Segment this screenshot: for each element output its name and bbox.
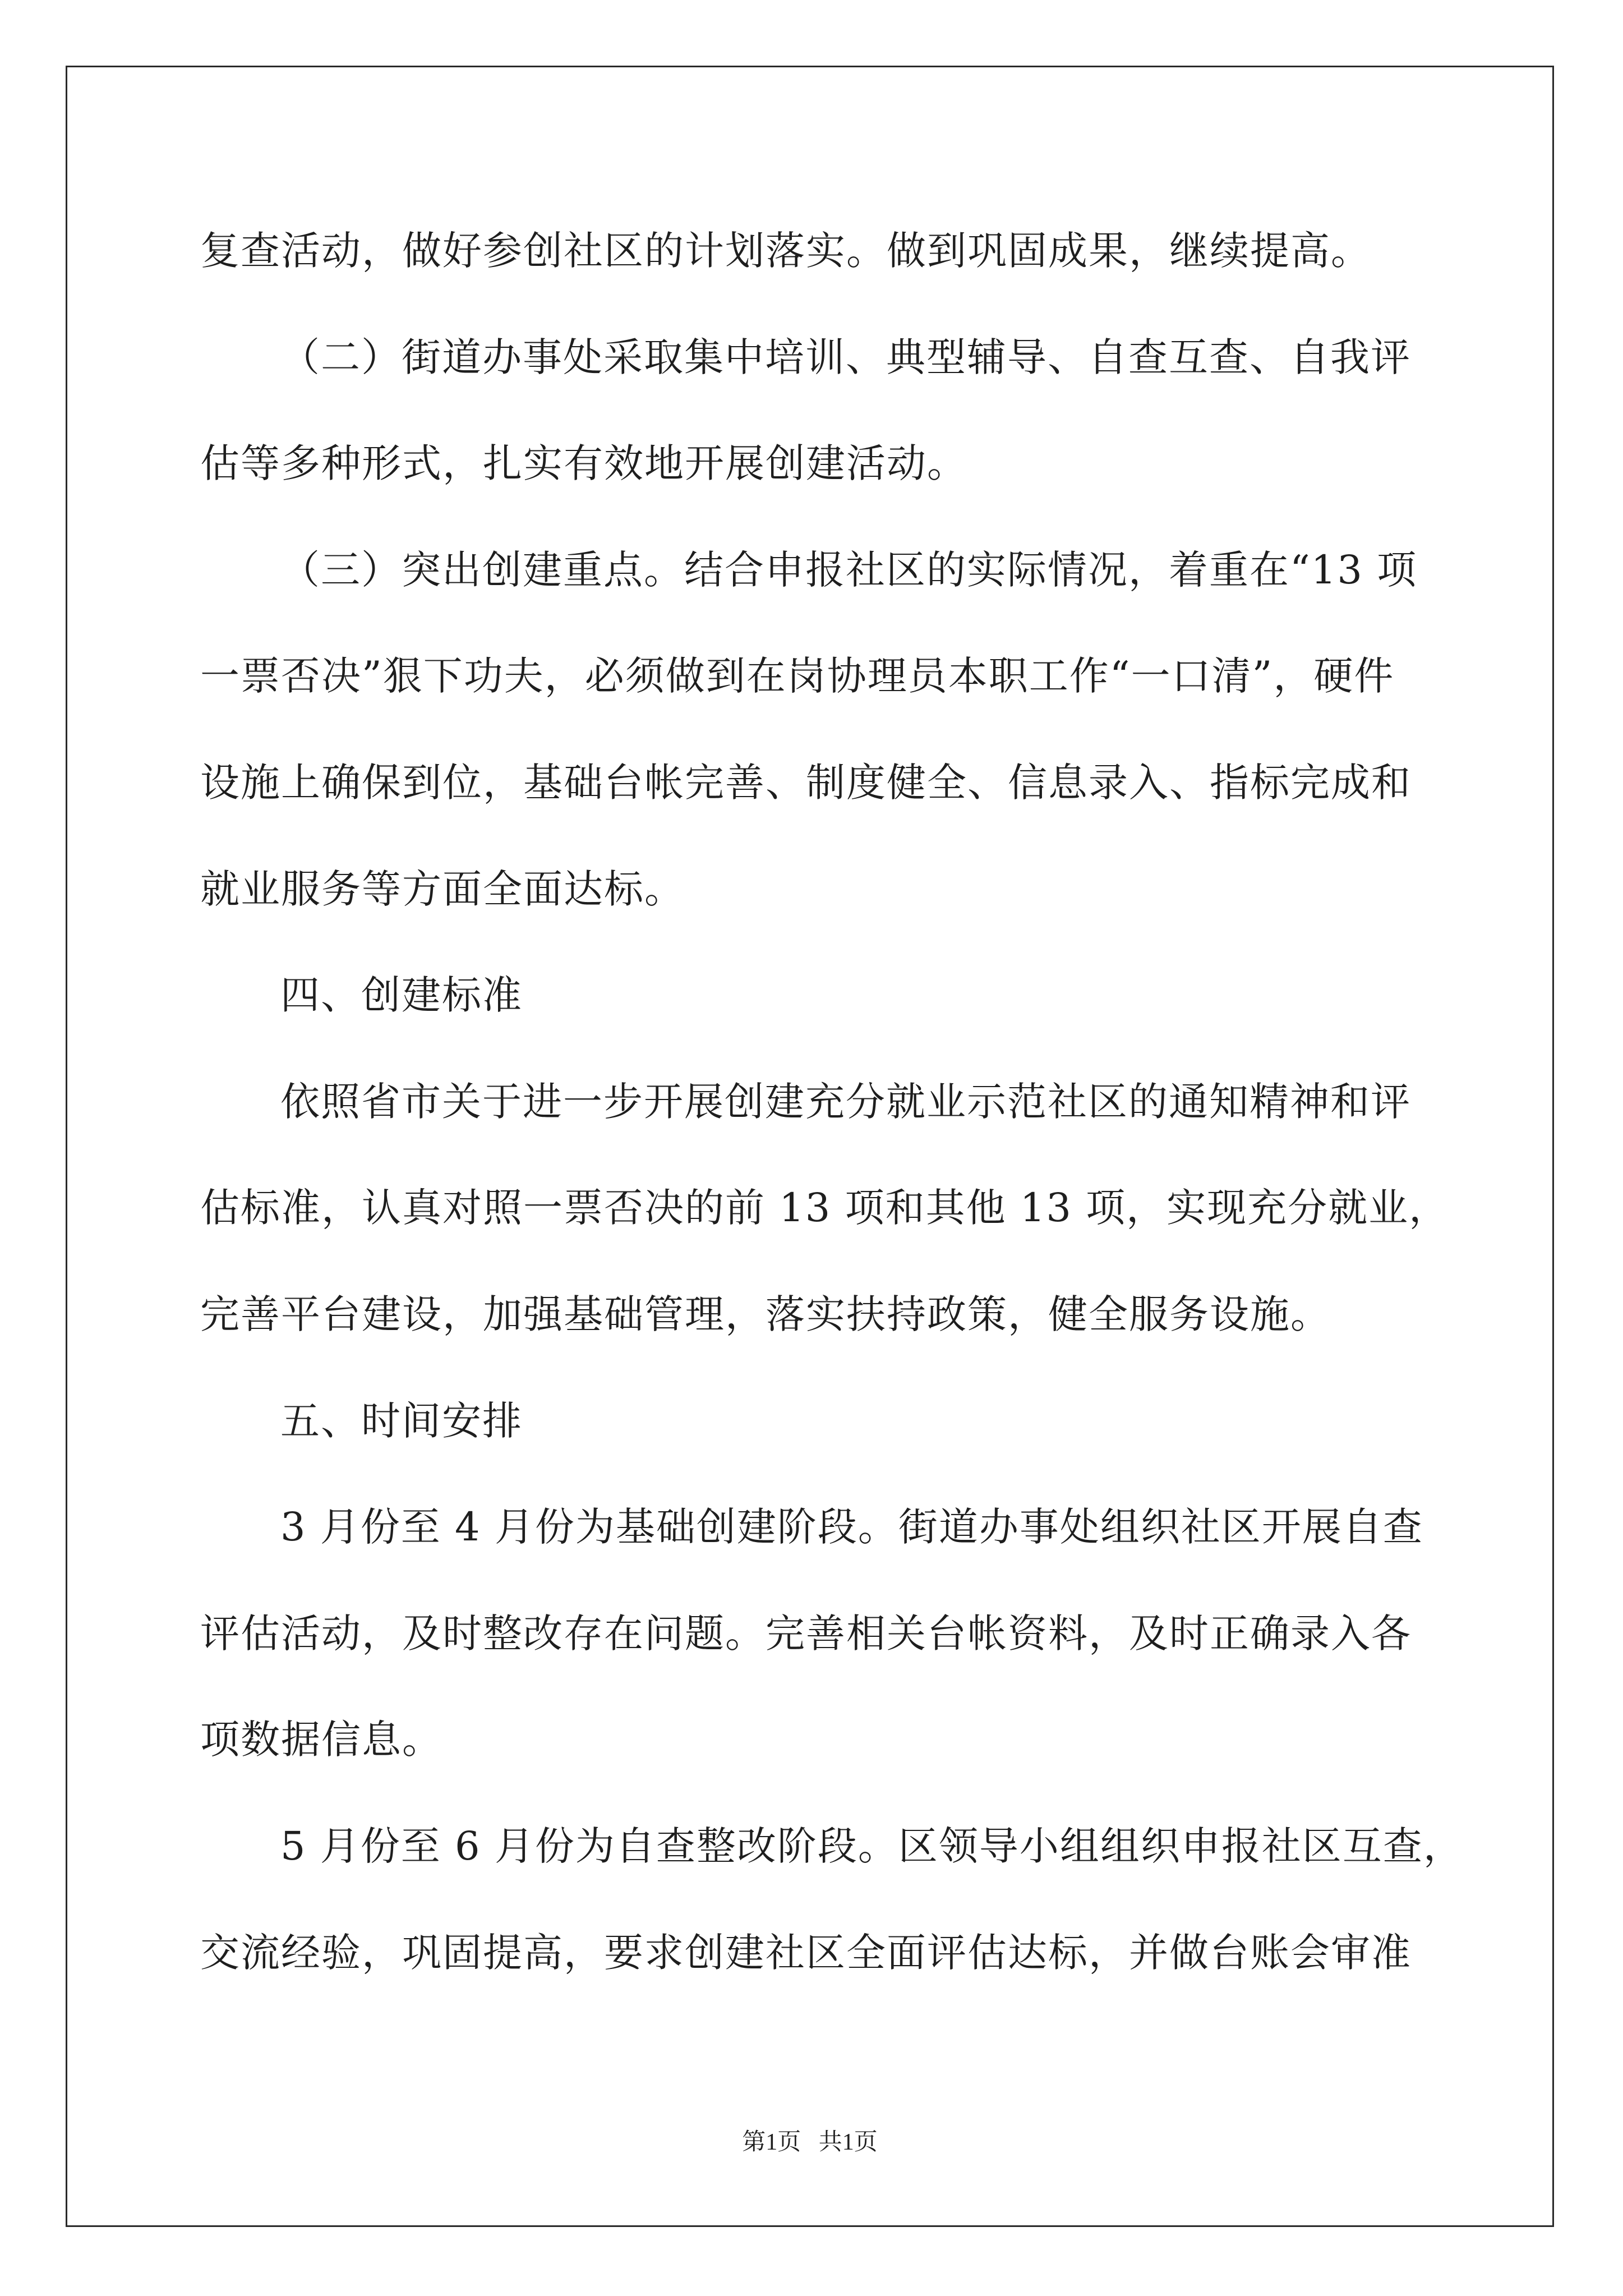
text-line: 估等多种形式，扎实有效地开展创建活动。 (200, 440, 967, 487)
text-line: 交流经验，巩固提高，要求创建社区全面评估达标，并做台账会审准 (200, 1929, 1412, 1976)
text-line: 估标准，认真对照一票否决的前 13 项和其他 13 项，实现充分就业， (200, 1185, 1450, 1231)
section-heading: 四、创建标准 (280, 972, 523, 1019)
text-line: 评估活动，及时整改存在问题。完善相关台帐资料，及时正确录入各 (200, 1610, 1412, 1657)
text-line: 复查活动，做好参创社区的计划落实。做到巩固成果，继续提高。 (200, 228, 1371, 274)
text-line: （二）街道办事处采取集中培训、典型辅导、自查互查、自我评 (280, 334, 1411, 380)
text-line: 依照省市关于进一步开展创建充分就业示范社区的通知精神和评 (280, 1078, 1411, 1125)
section-heading: 五、时间安排 (280, 1397, 523, 1444)
text-line: 项数据信息。 (200, 1717, 442, 1763)
text-line: 完善平台建设，加强基础管理，落实扶持政策，健全服务设施。 (200, 1291, 1331, 1337)
text-line: 就业服务等方面全面达标。 (200, 866, 685, 912)
text-line: 3 月份至 4 月份为基础创建阶段。街道办事处组织社区开展自查 (280, 1504, 1423, 1550)
text-line: 设施上确保到位，基础台帐完善、制度健全、信息录入、指标完成和 (200, 759, 1412, 806)
text-line: 一票否决”狠下功夫，必须做到在岗协理员本职工作“一口清”，硬件 (200, 653, 1395, 700)
text-line: （三）突出创建重点。结合申报社区的实际情况，着重在“13 项 (280, 546, 1418, 593)
page-number-footer: 第1页 共1页 (742, 2129, 878, 2155)
text-line: 5 月份至 6 月份为自查整改阶段。区领导小组组织申报社区互查， (280, 1823, 1464, 1869)
document-body (200, 198, 1490, 2006)
